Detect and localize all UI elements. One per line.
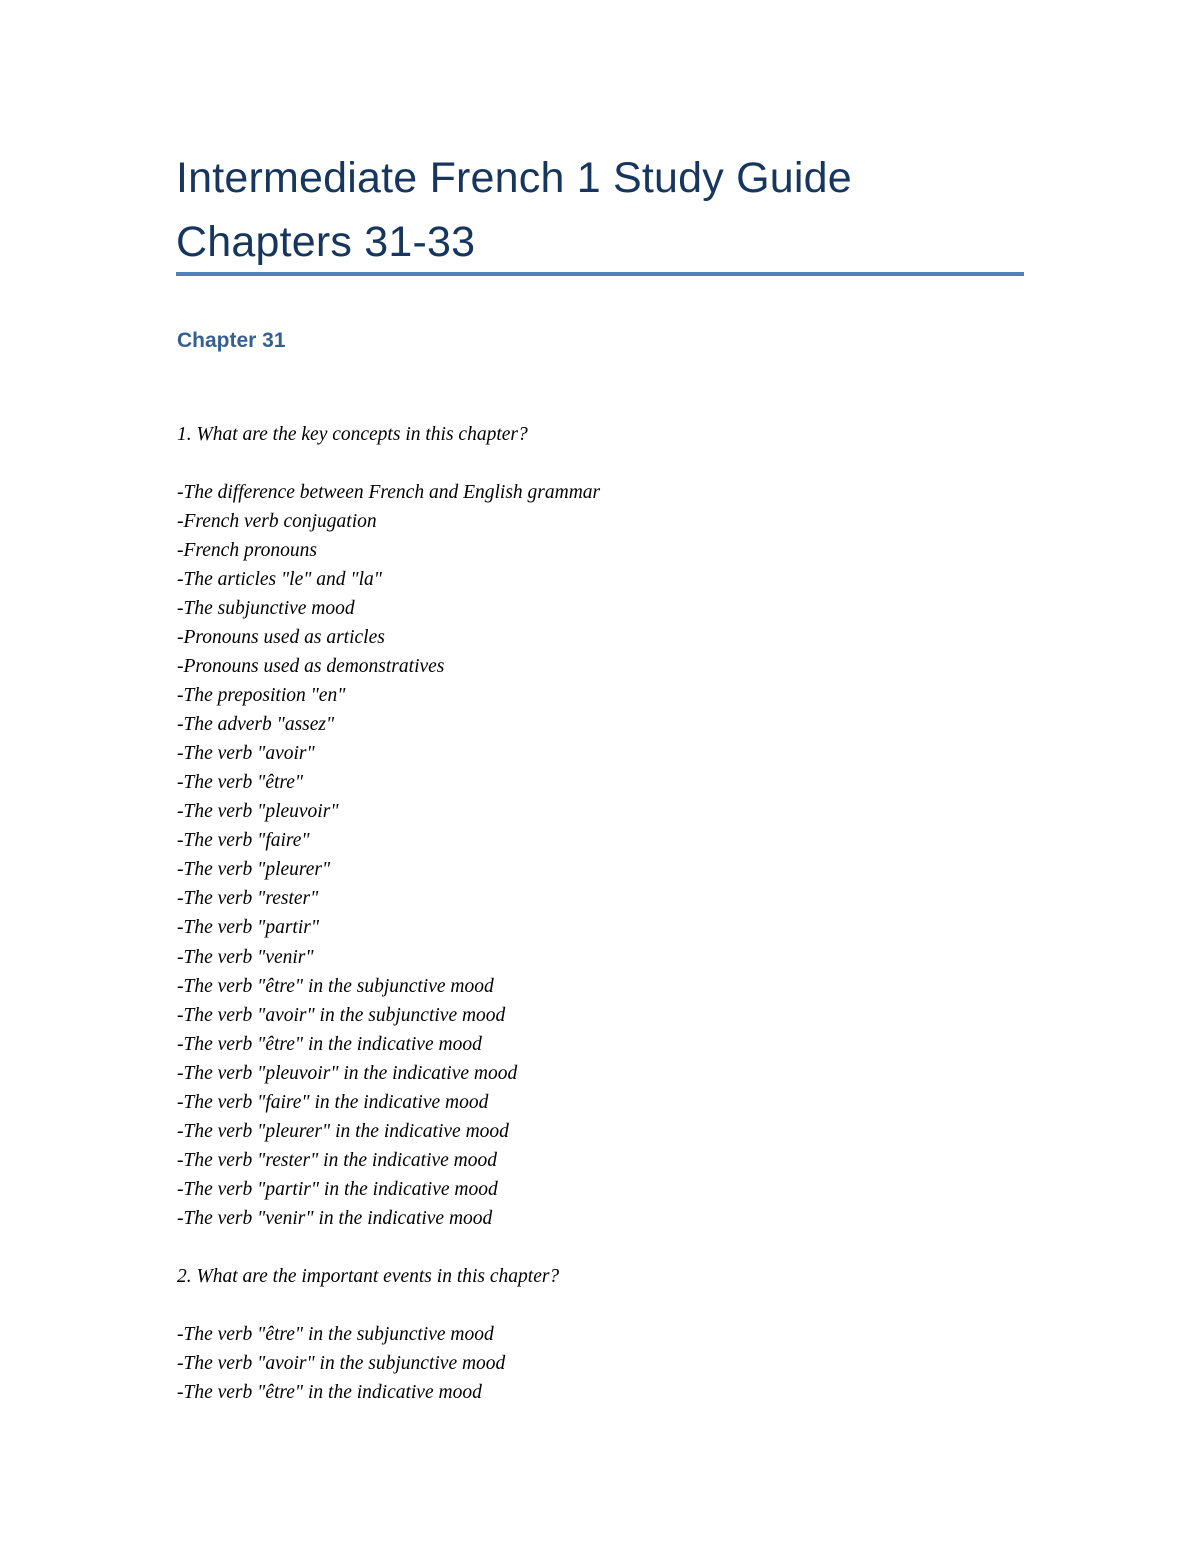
list-item: -The verb "être" in the subjunctive mood [177, 975, 494, 997]
list-item: -The verb "être" [177, 772, 304, 794]
list-item: -The preposition "en" [177, 685, 346, 707]
list-item: -The difference between French and English grammar [177, 482, 601, 503]
list-item: -The verb "faire" in the indicative mood [177, 1091, 489, 1113]
list-item: -The articles "le" and "la" [177, 569, 382, 591]
list-item: -The verb "être" in the subjunctive mood [177, 1324, 494, 1345]
list-item: -The verb "venir" in the indicative mood [177, 1207, 493, 1229]
question-important-events: 2. What are the important events in this chapter? [177, 1266, 560, 1287]
list-item: -The verb "avoir" [177, 743, 315, 765]
list-item: -The verb "être" in the indicative mood [177, 1033, 482, 1055]
key-concepts-list [177, 478, 600, 1233]
list-item: -The verb "pleurer" [177, 859, 331, 881]
document-title [176, 146, 1024, 274]
list-item: -The verb "pleuvoir" [177, 801, 339, 823]
list-item: -The verb "être" in the indicative mood [177, 1382, 482, 1404]
list-item: -The verb "avoir" in the subjunctive mood [177, 1004, 506, 1026]
list-item: -The verb "avoir" in the subjunctive mood [177, 1353, 506, 1375]
list-item: -The verb "partir" in the indicative mood [177, 1178, 498, 1200]
list-item: -French pronouns [177, 540, 317, 562]
list-item: -The verb "pleurer" in the indicative mood [177, 1120, 509, 1142]
list-item: -The verb "venir" [177, 946, 314, 968]
chapter-heading: Chapter 31 [177, 329, 286, 352]
important-events-list [177, 1320, 505, 1407]
document-title-line-2: Chapters 31-33 [176, 218, 476, 266]
list-item: -The subjunctive mood [177, 598, 355, 620]
title-underline-rule [176, 272, 1024, 276]
list-item: -The adverb "assez" [177, 714, 335, 736]
list-item: -French verb conjugation [177, 511, 377, 533]
list-item: -Pronouns used as demonstratives [177, 656, 445, 678]
list-item: -The verb "rester" in the indicative mood [177, 1149, 497, 1171]
question-key-concepts: 1. What are the key concepts in this chapter? [177, 424, 528, 445]
list-item: -The verb "partir" [177, 917, 320, 939]
list-item: -The verb "faire" [177, 830, 310, 852]
list-item: -The verb "pleuvoir" in the indicative mood [177, 1062, 518, 1084]
list-item: -Pronouns used as articles [177, 627, 385, 649]
list-item: -The verb "rester" [177, 888, 319, 910]
document-title-line-1: Intermediate French 1 Study Guide [176, 154, 852, 202]
